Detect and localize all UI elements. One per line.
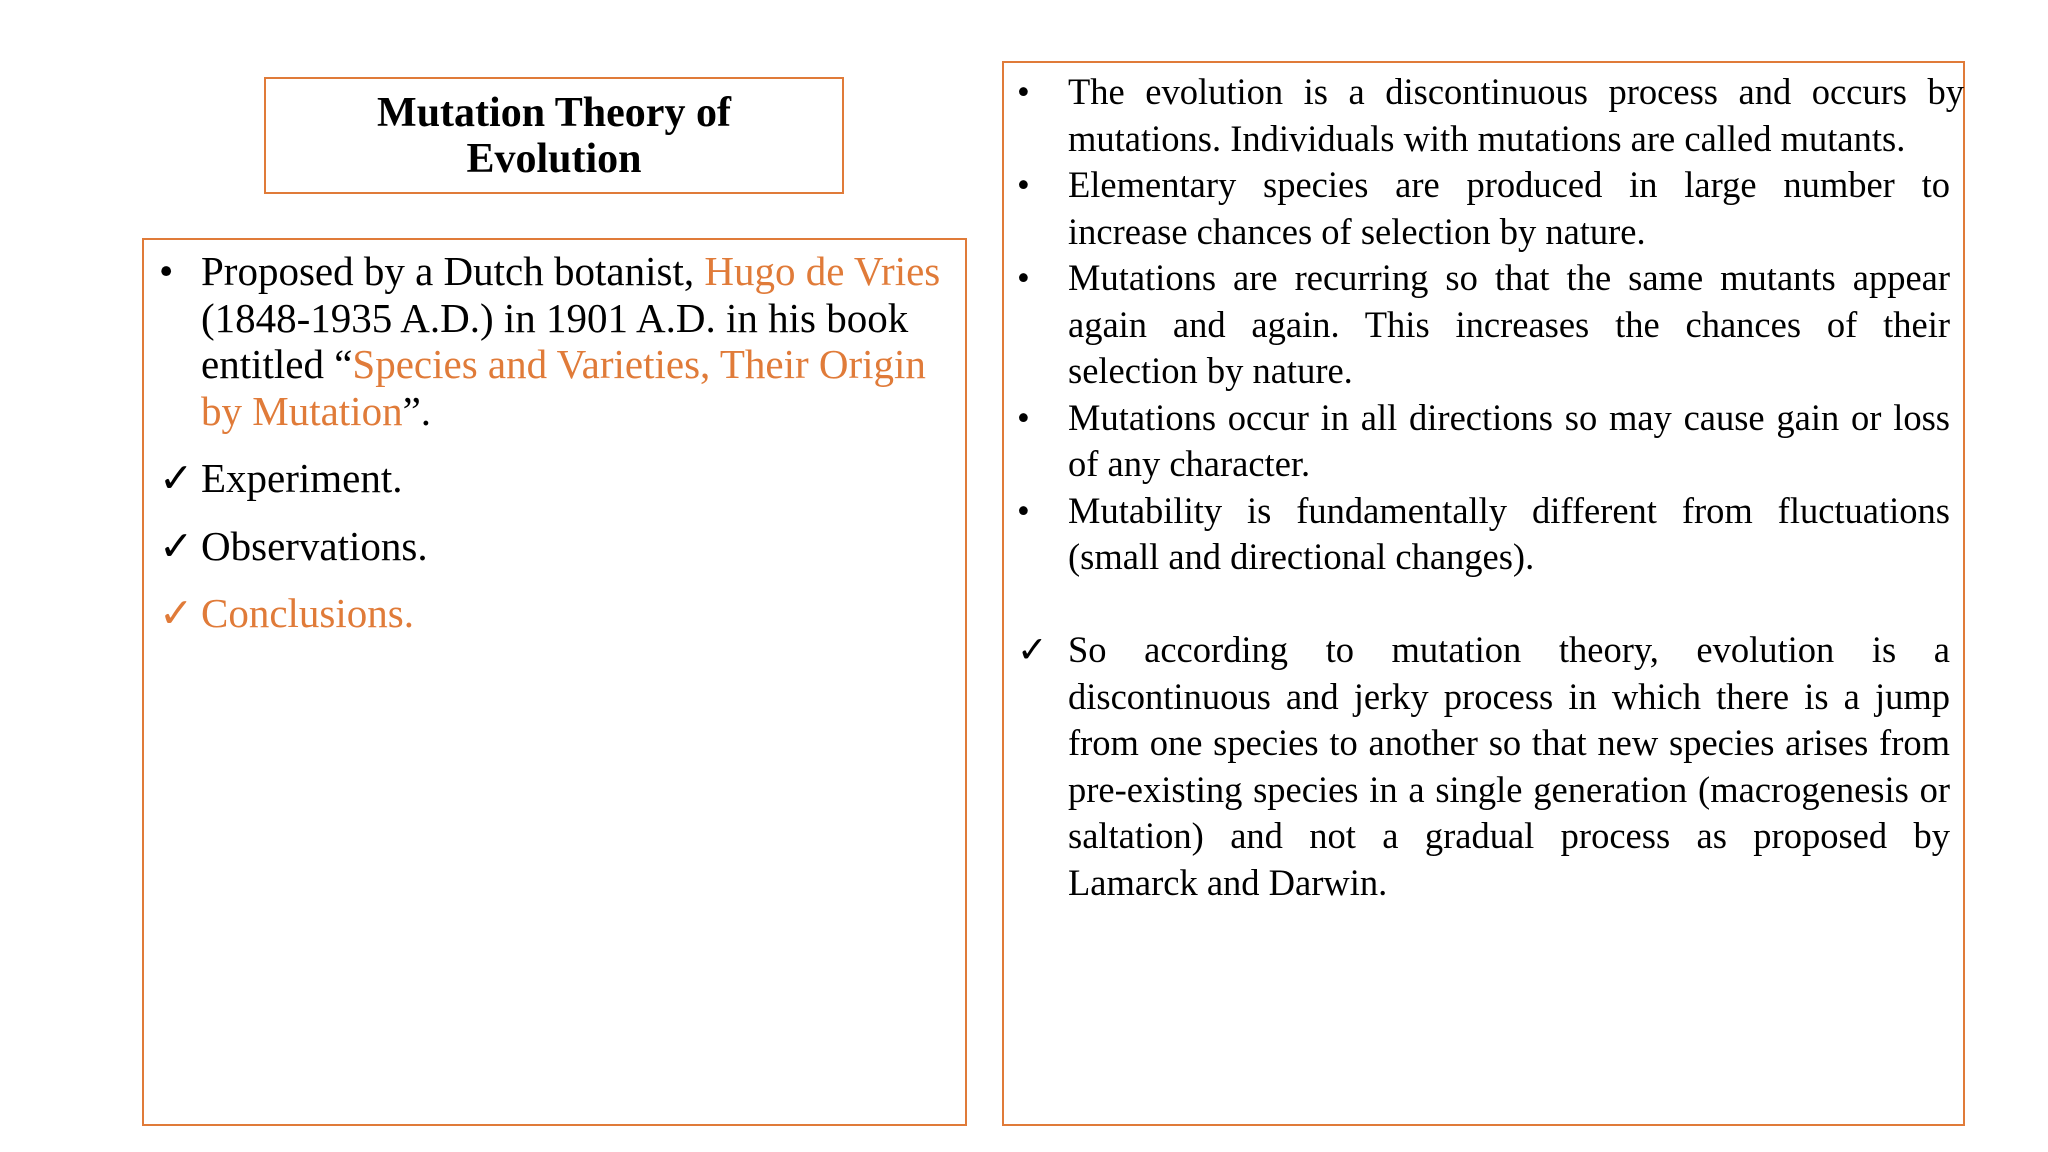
list-item-text: The evolution is a discontinuous process and occurs by mutations. Individuals with mutations are called mutants. [1068, 71, 1964, 159]
left-panel [142, 238, 967, 1126]
left-list [159, 248, 959, 637]
list-item [1017, 255, 1964, 395]
bullet-icon: • [159, 248, 174, 294]
page-title [266, 90, 842, 182]
check-icon: ✓ [159, 590, 194, 636]
check-item-label: Conclusions. [201, 590, 414, 636]
bullet-icon: • [1017, 489, 1030, 531]
bullet-icon: • [1017, 71, 1030, 112]
list-item [1017, 162, 1964, 255]
list-item [1017, 69, 1964, 162]
list-item-text: Mutability is fundamentally different from fluctuations (small and directional changes). [1068, 489, 1950, 577]
list-item-text: Mutations are recurring so that the same mutants appear again and again. This increases the chances of their selection by nature. [1068, 257, 1950, 391]
check-icon: ✓ [159, 455, 194, 501]
check-icon: ✓ [1017, 629, 1048, 670]
botanist-name: Hugo de Vries [704, 248, 941, 294]
book-title: Species and Varieties, Their Origin by Mutation [201, 341, 926, 434]
title-line-1: Mutation Theory of [377, 89, 731, 136]
intro-bullet [159, 248, 959, 434]
bullet-icon: • [1017, 396, 1030, 438]
check-item-label: Experiment. [201, 455, 403, 501]
right-list [1017, 69, 1964, 906]
intro-text [201, 248, 959, 434]
conclusion-item [1017, 627, 1964, 906]
check-item-experiment [159, 455, 959, 502]
conclusion-text: So according to mutation theory, evolution is a discontinuous and jerky process in which there is a jump from one species to another so that new species arises from pre-existing species in a single generation (macrogenesis or saltation) and not a gradual process as proposed by Lamarck and Darwin. [1068, 629, 1950, 903]
intro-part-3: ”. [402, 387, 432, 434]
check-item-conclusions [159, 590, 959, 637]
check-item-observations [159, 523, 959, 570]
right-panel [1002, 61, 1965, 1126]
intro-part-1: Proposed by a Dutch botanist, [201, 248, 705, 294]
spacer [1017, 581, 1964, 628]
list-item [1017, 395, 1964, 488]
intro-part-2: (1848-1935 A.D.) in 1901 A.D. in his book entitled “ [201, 294, 909, 387]
bullet-icon: • [1017, 257, 1030, 298]
bullet-icon: • [1017, 164, 1030, 205]
check-icon: ✓ [159, 522, 194, 569]
check-item-label: Observations. [201, 522, 428, 569]
list-item-text: Mutations occur in all directions so may cause gain or loss of any character. [1068, 396, 1950, 484]
list-item-text: Elementary species are produced in large number to increase chances of selection by nature. [1068, 164, 1950, 252]
list-item [1017, 488, 1964, 581]
title-line-2: Evolution [466, 135, 642, 182]
title-box [264, 77, 844, 194]
